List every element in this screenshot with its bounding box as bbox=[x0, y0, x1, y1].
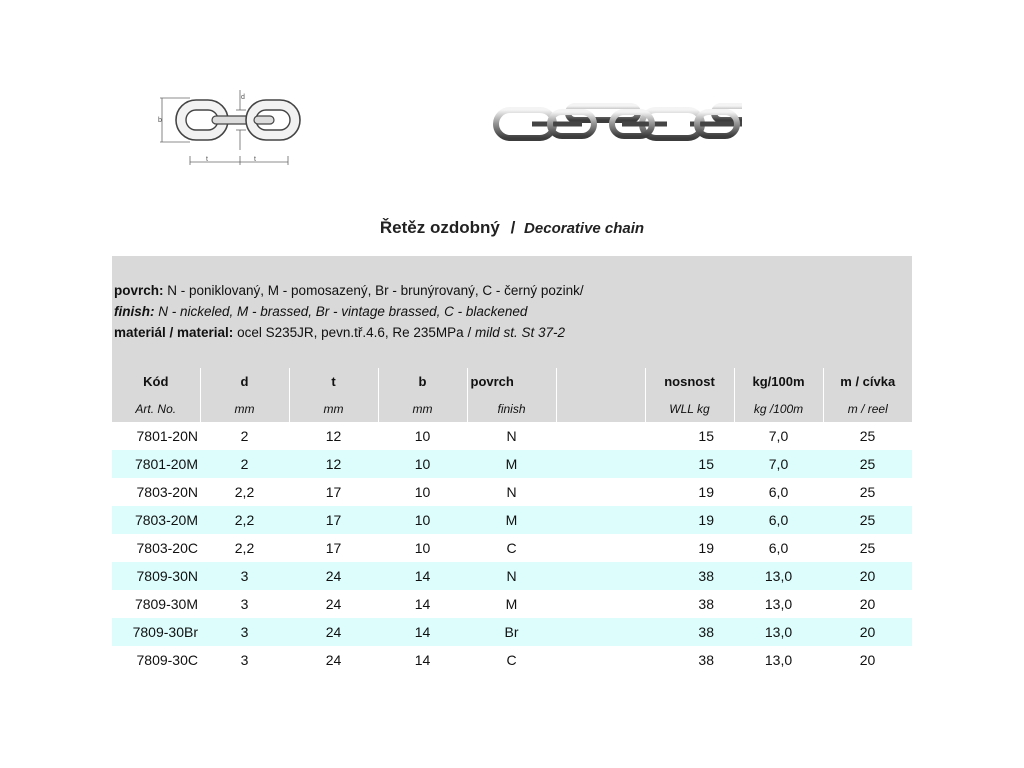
cell-weight: 13,0 bbox=[734, 562, 823, 590]
page-title bbox=[0, 218, 1024, 238]
table-body bbox=[112, 422, 912, 674]
cell-blank bbox=[556, 422, 645, 450]
cell-code: 7803-20C bbox=[136, 540, 198, 556]
cell-wll: 19 bbox=[698, 540, 714, 556]
cell-code: 7809-30N bbox=[112, 562, 200, 590]
header-code: Kód bbox=[112, 368, 200, 395]
cell-t: 24 bbox=[289, 618, 378, 646]
cell-blank bbox=[556, 478, 645, 506]
cell-b: 10 bbox=[378, 506, 467, 534]
table-row bbox=[112, 618, 912, 646]
dim-b-label: b bbox=[158, 117, 162, 124]
cell-code: 7809-30C bbox=[136, 652, 198, 668]
material-label: materiál / material: bbox=[114, 325, 234, 340]
cell-t: 24 bbox=[325, 652, 342, 668]
subheader-b: mm bbox=[378, 395, 467, 422]
cell-weight: 6,0 bbox=[768, 484, 789, 500]
cell-code: 7803-20M bbox=[112, 506, 200, 534]
cell-reel: 25 bbox=[823, 450, 912, 478]
cell-reel: 25 bbox=[859, 540, 876, 556]
cell-reel: 20 bbox=[823, 562, 912, 590]
dim-d-label: d bbox=[241, 94, 245, 101]
table-row bbox=[112, 478, 912, 506]
subheader-finish: finish bbox=[467, 395, 556, 422]
povrch-text: N - poniklovaný, M - pomosazený, Br - brunýrovaný, C - černý pozink/ bbox=[163, 283, 584, 298]
cell-b: 14 bbox=[414, 596, 431, 612]
povrch-label: povrch: bbox=[114, 283, 164, 298]
subheader-blank bbox=[556, 395, 645, 422]
cell-finish: M bbox=[467, 506, 556, 534]
cell-code: 7801-20M bbox=[112, 450, 200, 478]
cell-reel: 25 bbox=[823, 506, 912, 534]
material-english: mild st. St 37-2 bbox=[474, 325, 565, 340]
cell-reel: 20 bbox=[859, 596, 876, 612]
cell-d: 2,2 bbox=[234, 484, 255, 500]
cell-code: 7803-20N bbox=[136, 484, 198, 500]
cell-weight: 13,0 bbox=[764, 596, 793, 612]
cell-finish: N bbox=[467, 562, 556, 590]
header-t: t bbox=[289, 368, 378, 395]
header-blank bbox=[556, 368, 645, 395]
header-weight: kg/100m bbox=[734, 368, 823, 395]
header-b: b bbox=[378, 368, 467, 395]
cell-finish: M bbox=[505, 596, 518, 612]
finish-text: N - nickeled, M - brassed, Br - vintage brassed, C - blackened bbox=[154, 304, 528, 319]
cell-blank bbox=[556, 562, 645, 590]
cell-reel: 20 bbox=[859, 652, 876, 668]
cell-wll: 15 bbox=[645, 450, 734, 478]
cell-finish: C bbox=[506, 540, 517, 556]
cell-weight: 6,0 bbox=[768, 540, 789, 556]
cell-blank bbox=[556, 646, 645, 674]
cell-finish: C bbox=[506, 652, 517, 668]
cell-b: 14 bbox=[414, 652, 431, 668]
cell-b: 14 bbox=[378, 618, 467, 646]
cell-d: 2,2 bbox=[200, 506, 289, 534]
cell-blank bbox=[556, 590, 645, 618]
table-row bbox=[112, 562, 912, 590]
cell-blank bbox=[556, 618, 645, 646]
dim-t-label-2: t bbox=[254, 156, 256, 163]
cell-code: 7809-30Br bbox=[112, 618, 200, 646]
title-czech: Řetěz ozdobný bbox=[379, 218, 500, 237]
povrch-line bbox=[114, 280, 912, 301]
finish-label: finish: bbox=[114, 304, 155, 319]
cell-d: 2 bbox=[200, 450, 289, 478]
cell-d: 3 bbox=[200, 562, 289, 590]
cell-blank bbox=[556, 450, 645, 478]
cell-wll: 38 bbox=[645, 562, 734, 590]
cell-weight: 6,0 bbox=[734, 506, 823, 534]
table-row bbox=[112, 590, 912, 618]
cell-d: 2,2 bbox=[234, 540, 255, 556]
subheader-t: mm bbox=[289, 395, 378, 422]
cell-b: 14 bbox=[378, 562, 467, 590]
cell-d: 3 bbox=[240, 596, 249, 612]
cell-t: 12 bbox=[325, 428, 342, 444]
chain-dimension-diagram bbox=[150, 90, 315, 170]
subheader-code: Art. No. bbox=[112, 395, 200, 422]
cell-reel: 20 bbox=[823, 618, 912, 646]
cell-t: 12 bbox=[289, 450, 378, 478]
header-finish: povrch bbox=[467, 368, 556, 395]
cell-wll: 15 bbox=[698, 428, 714, 444]
subheader-weight: kg /100m bbox=[734, 395, 823, 422]
table-row bbox=[112, 534, 912, 562]
cell-code: 7801-20N bbox=[136, 428, 198, 444]
info-box bbox=[112, 256, 912, 368]
cell-wll: 19 bbox=[698, 484, 714, 500]
cell-weight: 13,0 bbox=[734, 618, 823, 646]
cell-b: 10 bbox=[414, 484, 431, 500]
header-reel: m / cívka bbox=[823, 368, 912, 395]
table-row bbox=[112, 450, 912, 478]
cell-blank bbox=[556, 506, 645, 534]
cell-b: 10 bbox=[378, 450, 467, 478]
cell-b: 10 bbox=[414, 540, 431, 556]
table-row bbox=[112, 646, 912, 674]
table-row bbox=[112, 506, 912, 534]
cell-reel: 25 bbox=[859, 428, 876, 444]
cell-finish: M bbox=[467, 450, 556, 478]
header-wll: nosnost bbox=[645, 368, 734, 395]
cell-weight: 7,0 bbox=[768, 428, 789, 444]
title-separator: / bbox=[510, 218, 516, 237]
dim-t-label-1: t bbox=[206, 156, 208, 163]
cell-t: 17 bbox=[325, 540, 342, 556]
cell-reel: 25 bbox=[859, 484, 876, 500]
cell-wll: 19 bbox=[645, 506, 734, 534]
cell-finish: N bbox=[506, 484, 517, 500]
cell-d: 3 bbox=[240, 652, 249, 668]
table-subheader-row bbox=[112, 395, 912, 422]
cell-finish: N bbox=[506, 428, 517, 444]
spec-table bbox=[112, 368, 912, 674]
cell-d: 3 bbox=[200, 618, 289, 646]
cell-d: 2 bbox=[240, 428, 249, 444]
cell-b: 10 bbox=[414, 428, 431, 444]
cell-weight: 7,0 bbox=[734, 450, 823, 478]
subheader-wll: WLL kg bbox=[645, 395, 734, 422]
table-header-row bbox=[112, 368, 912, 395]
cell-finish: Br bbox=[467, 618, 556, 646]
cell-wll: 38 bbox=[698, 596, 714, 612]
cell-code: 7809-30M bbox=[134, 596, 198, 612]
title-english: Decorative chain bbox=[524, 220, 645, 237]
chain-photo bbox=[492, 100, 742, 148]
cell-t: 17 bbox=[289, 506, 378, 534]
cell-wll: 38 bbox=[698, 652, 714, 668]
subheader-reel: m / reel bbox=[823, 395, 912, 422]
material-text: ocel S235JR, pevn.tř.4.6, Re 235MPa / bbox=[233, 325, 475, 340]
finish-line bbox=[114, 301, 912, 322]
header-d: d bbox=[200, 368, 289, 395]
cell-wll: 38 bbox=[645, 618, 734, 646]
cell-weight: 13,0 bbox=[764, 652, 793, 668]
cell-t: 24 bbox=[325, 596, 342, 612]
material-line bbox=[114, 322, 912, 343]
cell-t: 17 bbox=[325, 484, 342, 500]
cell-t: 24 bbox=[289, 562, 378, 590]
table-row bbox=[112, 422, 912, 450]
cell-blank bbox=[556, 534, 645, 562]
subheader-d: mm bbox=[200, 395, 289, 422]
